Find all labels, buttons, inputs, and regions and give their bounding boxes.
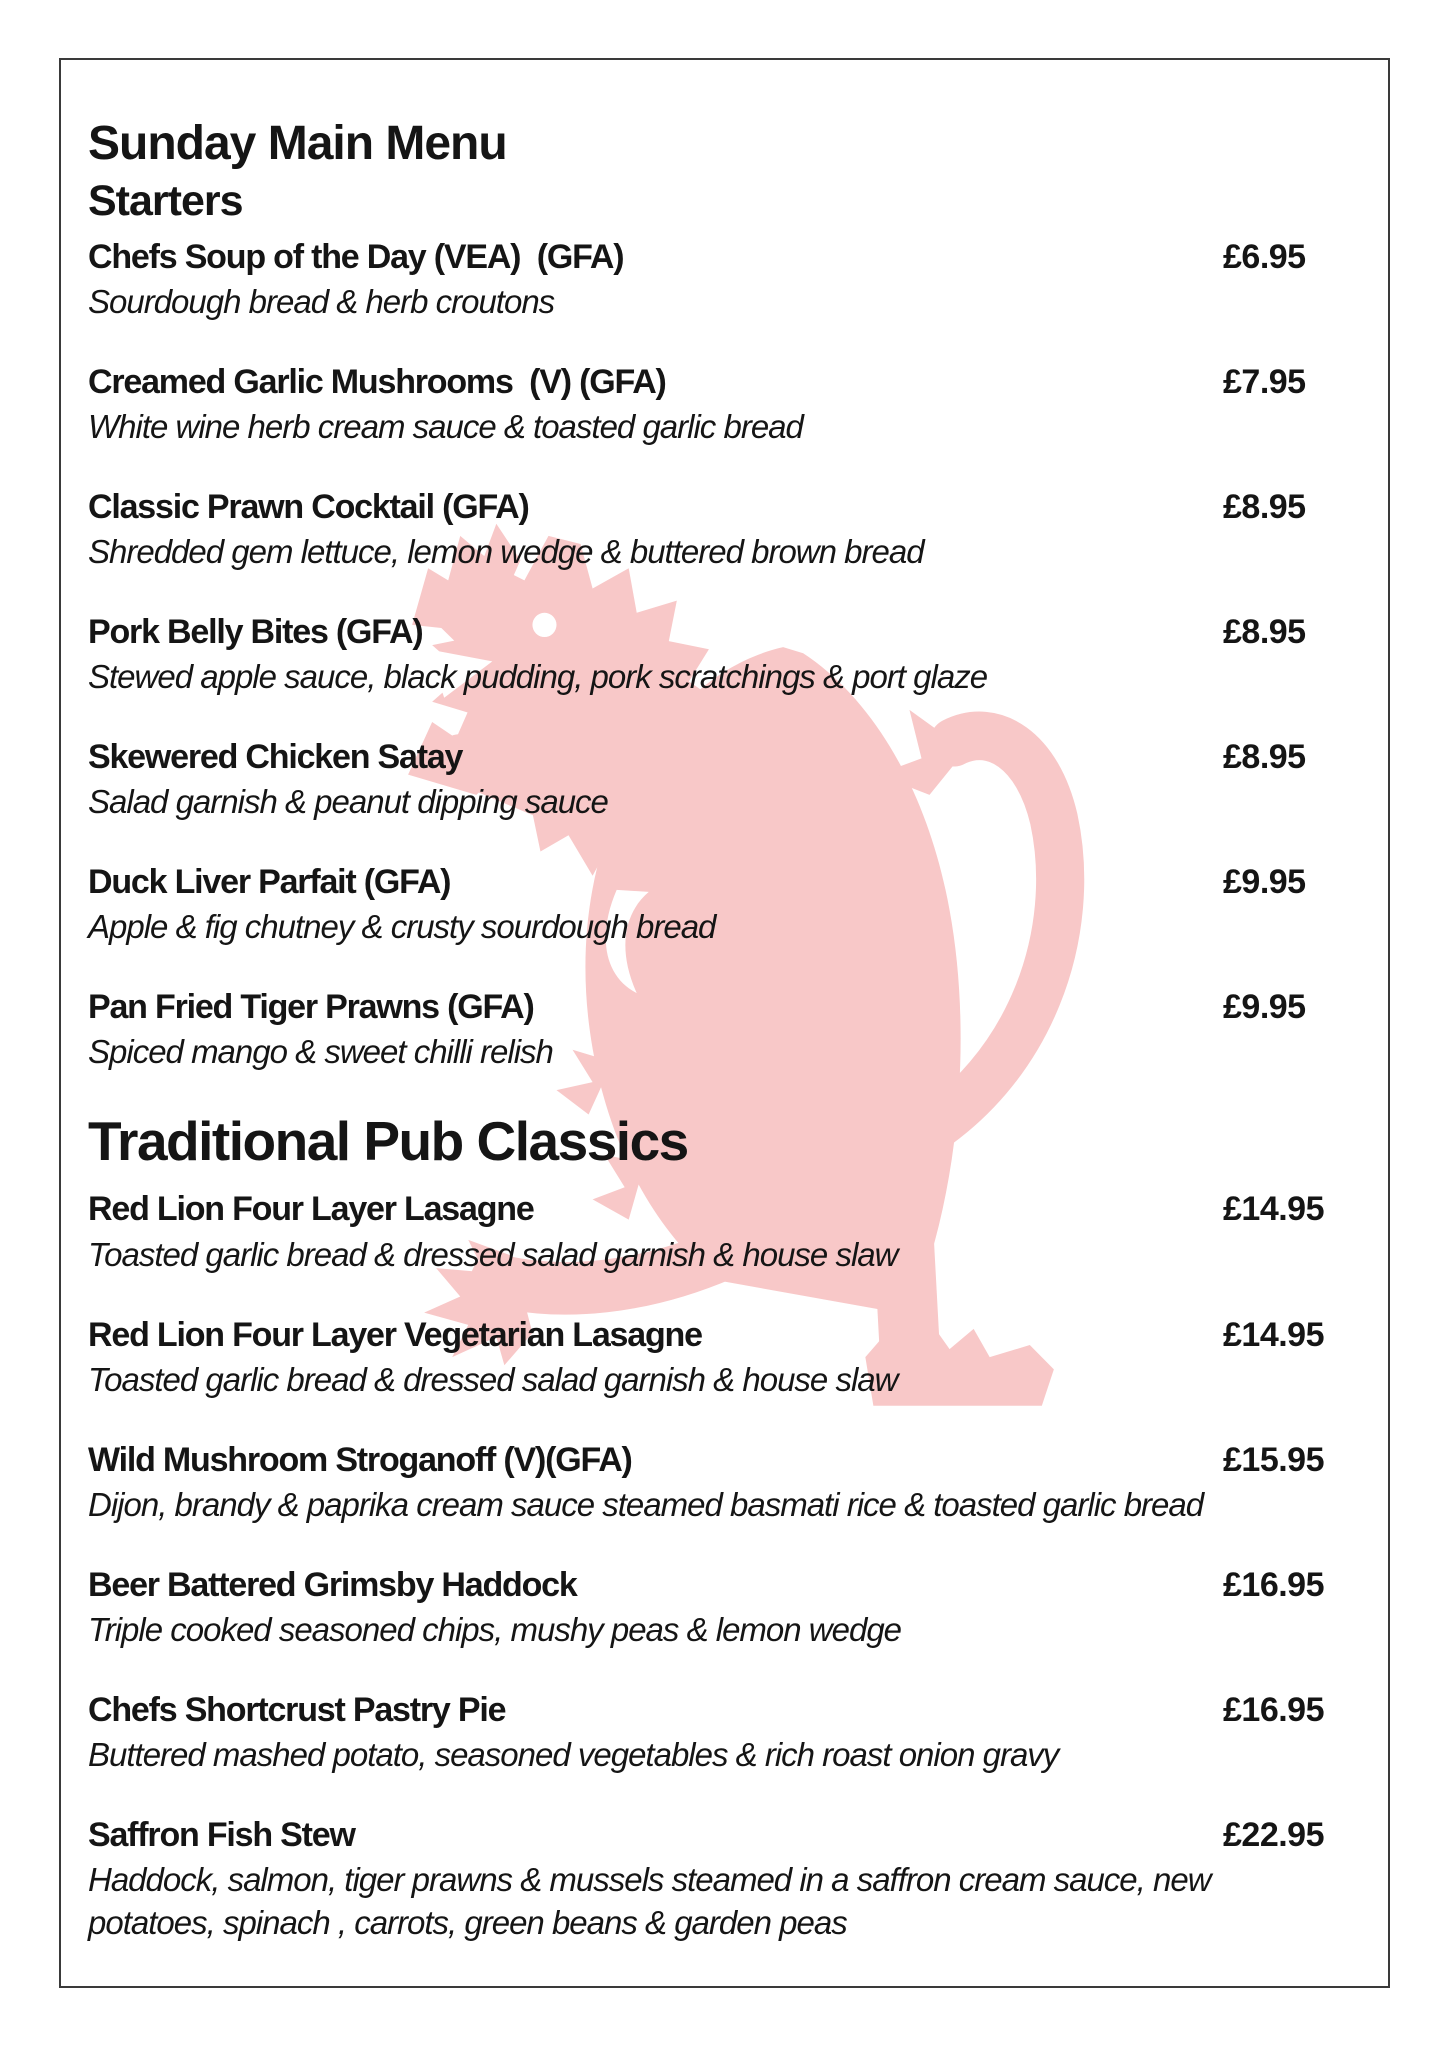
menu-item xyxy=(88,1438,1335,1527)
item-price: £8.95 xyxy=(1223,487,1306,526)
item-price: £9.95 xyxy=(1223,988,1306,1027)
item-description: Spiced mango & sweet chilli relish xyxy=(88,1033,553,1071)
item-description: Triple cooked seasoned chips, mushy peas & lemon wedge xyxy=(88,1610,902,1648)
menu-item xyxy=(88,235,1335,324)
item-name: Beer Battered Grimsby Haddock xyxy=(88,1565,577,1604)
item-name: Wild Mushroom Stroganoff (V)(GFA) xyxy=(88,1440,632,1479)
menu-item xyxy=(88,1313,1335,1402)
menu-item xyxy=(88,860,1335,949)
menu-item-head xyxy=(88,860,1335,904)
item-price: £7.95 xyxy=(1223,362,1306,401)
menu-item-head xyxy=(88,1438,1335,1482)
menu-item-head xyxy=(88,610,1335,654)
menu-item xyxy=(88,1187,1335,1276)
item-price: £8.95 xyxy=(1223,737,1306,776)
menu-item xyxy=(88,485,1335,574)
menu-item-head xyxy=(88,235,1335,279)
item-price: £6.95 xyxy=(1223,237,1306,276)
item-name: Pan Fried Tiger Prawns (GFA) xyxy=(88,988,534,1027)
item-description: Haddock, salmon, tiger prawns & mussels steamed in a saffron cream sauce, new potatoes, spinach , carrots, green beans & garden peas xyxy=(88,1861,1219,1941)
section-heading-traditional-pub-classics: Traditional Pub Classics xyxy=(88,1110,688,1173)
item-name: Duck Liver Parfait (GFA) xyxy=(88,863,451,902)
item-price: £14.95 xyxy=(1223,1315,1324,1354)
item-description: Dijon, brandy & paprika cream sauce steamed basmati rice & toasted garlic bread xyxy=(88,1485,1204,1523)
item-price: £14.95 xyxy=(1223,1190,1324,1229)
item-description: Stewed apple sauce, black pudding, pork scratchings & port glaze xyxy=(88,658,988,696)
menu-content xyxy=(88,116,1335,1981)
section-heading-starters: Starters xyxy=(88,177,243,226)
item-description: Toasted garlic bread & dressed salad garnish & house slaw xyxy=(88,1360,898,1398)
item-name: Skewered Chicken Satay xyxy=(88,737,463,776)
item-price: £16.95 xyxy=(1223,1565,1324,1604)
item-name: Pork Belly Bites (GFA) xyxy=(88,612,423,651)
item-price: £22.95 xyxy=(1223,1815,1324,1854)
menu-item xyxy=(88,1688,1335,1777)
menu-item-head xyxy=(88,985,1335,1029)
item-price: £9.95 xyxy=(1223,863,1306,902)
menu-item xyxy=(88,610,1335,699)
menu-item-head xyxy=(88,735,1335,779)
item-price: £8.95 xyxy=(1223,612,1306,651)
item-description: Salad garnish & peanut dipping sauce xyxy=(88,783,608,821)
item-description: Toasted garlic bread & dressed salad garnish & house slaw xyxy=(88,1235,898,1273)
item-name: Chefs Shortcrust Pastry Pie xyxy=(88,1690,506,1729)
menu-item-head xyxy=(88,1813,1335,1857)
item-name: Red Lion Four Layer Lasagne xyxy=(88,1190,534,1229)
item-price: £16.95 xyxy=(1223,1690,1324,1729)
page-title: Sunday Main Menu xyxy=(88,117,507,170)
item-name: Saffron Fish Stew xyxy=(88,1815,355,1854)
menu-item-head xyxy=(88,1313,1335,1357)
item-description: Apple & fig chutney & crusty sourdough bread xyxy=(88,908,716,946)
item-name: Creamed Garlic Mushrooms (V) (GFA) xyxy=(88,362,666,401)
menu-item xyxy=(88,1813,1335,1945)
menu-item xyxy=(88,985,1335,1074)
item-name: Classic Prawn Cocktail (GFA) xyxy=(88,487,529,526)
item-description: Shredded gem lettuce, lemon wedge & buttered brown bread xyxy=(88,532,924,570)
item-price: £15.95 xyxy=(1223,1440,1324,1479)
menu-item-head xyxy=(88,1688,1335,1732)
item-name: Chefs Soup of the Day (VEA) (GFA) xyxy=(88,237,624,276)
item-description: Sourdough bread & herb croutons xyxy=(88,282,555,320)
menu-item-head xyxy=(88,1187,1335,1231)
item-description: Buttered mashed potato, seasoned vegetables & rich roast onion gravy xyxy=(88,1735,1059,1773)
item-name: Red Lion Four Layer Vegetarian Lasagne xyxy=(88,1315,702,1354)
menu-item-head xyxy=(88,485,1335,529)
menu-item xyxy=(88,1563,1335,1652)
item-description: White wine herb cream sauce & toasted garlic bread xyxy=(88,407,803,445)
menu-item xyxy=(88,360,1335,449)
menu-item-head xyxy=(88,1563,1335,1607)
menu-item-head xyxy=(88,360,1335,404)
menu-item xyxy=(88,735,1335,824)
